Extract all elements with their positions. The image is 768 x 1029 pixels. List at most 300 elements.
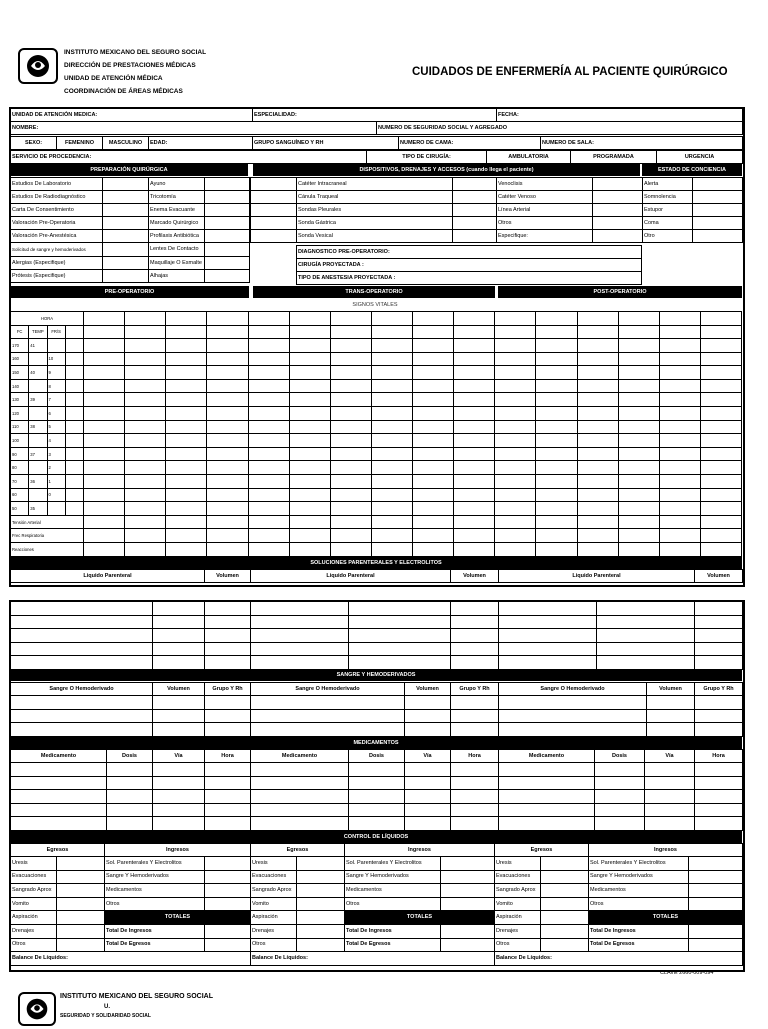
sangre-cell[interactable] (647, 696, 695, 710)
vitals-cell[interactable] (536, 352, 577, 366)
med-cell[interactable] (349, 763, 405, 777)
sangre-cell[interactable] (205, 696, 251, 710)
vitals-cell[interactable] (536, 488, 577, 502)
vitals-cell[interactable] (84, 488, 125, 502)
vitals-cell[interactable] (577, 447, 618, 461)
sangre-cell[interactable] (405, 709, 451, 723)
sangre-cell[interactable] (251, 709, 405, 723)
egreso-value[interactable] (541, 870, 589, 884)
vitals-cell[interactable] (84, 325, 125, 339)
hora-cell[interactable] (248, 312, 289, 326)
vitals-cell[interactable] (248, 406, 289, 420)
med-cell[interactable] (349, 817, 405, 831)
femenino-option[interactable]: FEMENINO (57, 137, 103, 150)
sangre-cell[interactable] (205, 723, 251, 737)
egreso-value[interactable] (297, 870, 345, 884)
edad-field[interactable]: EDAD: (149, 137, 253, 150)
ingreso-value[interactable] (205, 884, 251, 898)
vitals-cell[interactable] (84, 420, 125, 434)
vitals-cell[interactable] (577, 352, 618, 366)
vitals-cell[interactable] (125, 325, 166, 339)
vitals-cell[interactable] (536, 366, 577, 380)
vitals-cell[interactable] (700, 488, 741, 502)
vitals-cell[interactable] (248, 325, 289, 339)
ambulatoria-option[interactable]: AMBULATORIA (487, 151, 571, 164)
nss-field[interactable]: NUMERO DE SEGURIDAD SOCIAL Y AGREGADO (377, 122, 743, 135)
vitals-cell[interactable] (659, 393, 700, 407)
vitals-cell[interactable] (659, 447, 700, 461)
total-egresos-value[interactable] (689, 938, 743, 952)
vitals-cell[interactable] (700, 515, 741, 529)
hora-cell[interactable] (700, 312, 741, 326)
med-cell[interactable] (645, 817, 695, 831)
vitals-cell[interactable] (330, 515, 371, 529)
vitals-cell[interactable] (618, 325, 659, 339)
vitals-cell[interactable] (371, 393, 412, 407)
vitals-cell[interactable] (454, 474, 495, 488)
egreso-value[interactable] (541, 884, 589, 898)
soluciones-cell[interactable] (349, 629, 451, 643)
vitals-cell[interactable] (454, 366, 495, 380)
vitals-cell[interactable] (207, 406, 248, 420)
soluciones-cell[interactable] (597, 615, 695, 629)
vitals-cell[interactable] (84, 434, 125, 448)
vitals-cell[interactable] (577, 461, 618, 475)
med-cell[interactable] (251, 817, 349, 831)
med-cell[interactable] (595, 790, 645, 804)
prep-check[interactable] (205, 243, 250, 257)
med-cell[interactable] (107, 803, 153, 817)
vitals-cell[interactable] (371, 420, 412, 434)
conciencia-check[interactable] (693, 230, 743, 243)
soluciones-cell[interactable] (451, 629, 499, 643)
vitals-cell[interactable] (289, 406, 330, 420)
hora-cell[interactable] (166, 312, 207, 326)
vitals-cell[interactable] (495, 447, 536, 461)
sangre-cell[interactable] (153, 709, 205, 723)
vitals-cell[interactable] (659, 339, 700, 353)
vitals-cell[interactable] (289, 325, 330, 339)
total-egresos-value[interactable] (205, 938, 251, 952)
egreso-value[interactable] (57, 870, 105, 884)
vitals-cell[interactable] (659, 542, 700, 556)
vitals-cell[interactable] (125, 542, 166, 556)
med-cell[interactable] (499, 776, 595, 790)
prep-check[interactable] (205, 270, 250, 283)
vitals-cell[interactable] (577, 529, 618, 543)
vitals-cell[interactable] (207, 339, 248, 353)
vitals-cell[interactable] (577, 542, 618, 556)
ingreso-value[interactable] (689, 870, 743, 884)
med-cell[interactable] (695, 790, 743, 804)
med-cell[interactable] (349, 803, 405, 817)
vitals-cell[interactable] (371, 379, 412, 393)
egreso-value[interactable] (297, 924, 345, 938)
ingreso-value[interactable] (689, 884, 743, 898)
vitals-cell[interactable] (289, 488, 330, 502)
vitals-cell[interactable] (495, 434, 536, 448)
egreso-value[interactable] (57, 884, 105, 898)
vitals-cell[interactable] (248, 352, 289, 366)
vitals-cell[interactable] (700, 379, 741, 393)
med-cell[interactable] (645, 763, 695, 777)
prep-check[interactable] (103, 257, 149, 270)
med-cell[interactable] (205, 790, 251, 804)
vitals-cell[interactable] (248, 379, 289, 393)
vitals-cell[interactable] (330, 366, 371, 380)
vitals-cell[interactable] (166, 529, 207, 543)
ingreso-value[interactable] (205, 870, 251, 884)
vitals-cell[interactable] (536, 420, 577, 434)
soluciones-cell[interactable] (349, 602, 451, 616)
med-cell[interactable] (451, 817, 499, 831)
vitals-cell[interactable] (659, 474, 700, 488)
vitals-cell[interactable] (207, 325, 248, 339)
hora-cell[interactable] (536, 312, 577, 326)
vitals-cell[interactable] (125, 366, 166, 380)
vitals-cell[interactable] (577, 515, 618, 529)
soluciones-cell[interactable] (153, 602, 205, 616)
total-ingresos-value[interactable] (689, 924, 743, 938)
vitals-cell[interactable] (207, 434, 248, 448)
vitals-cell[interactable] (371, 474, 412, 488)
vitals-cell[interactable] (454, 502, 495, 516)
vitals-cell[interactable] (207, 502, 248, 516)
especialidad-field[interactable]: ESPECIALIDAD: (253, 109, 497, 122)
vitals-cell[interactable] (618, 488, 659, 502)
disp-check[interactable] (251, 178, 297, 191)
vitals-cell[interactable] (289, 502, 330, 516)
vitals-cell[interactable] (84, 529, 125, 543)
vitals-cell[interactable] (454, 393, 495, 407)
med-cell[interactable] (107, 790, 153, 804)
prep-check[interactable] (103, 191, 149, 204)
med-cell[interactable] (251, 776, 349, 790)
soluciones-cell[interactable] (499, 656, 597, 670)
vitals-cell[interactable] (495, 366, 536, 380)
sangre-cell[interactable] (451, 709, 499, 723)
vitals-cell[interactable] (618, 406, 659, 420)
vitals-cell[interactable] (84, 366, 125, 380)
vitals-cell[interactable] (289, 379, 330, 393)
vitals-cell[interactable] (207, 379, 248, 393)
soluciones-cell[interactable] (205, 629, 251, 643)
egreso-value[interactable] (57, 897, 105, 911)
soluciones-cell[interactable] (499, 642, 597, 656)
vitals-cell[interactable] (495, 379, 536, 393)
ingreso-value[interactable] (689, 897, 743, 911)
vitals-cell[interactable] (413, 339, 454, 353)
vitals-cell[interactable] (700, 502, 741, 516)
vitals-cell[interactable] (166, 420, 207, 434)
vitals-cell[interactable] (125, 339, 166, 353)
vitals-cell[interactable] (330, 352, 371, 366)
soluciones-cell[interactable] (205, 642, 251, 656)
disp-check[interactable] (251, 217, 297, 230)
med-cell[interactable] (349, 790, 405, 804)
soluciones-cell[interactable] (205, 615, 251, 629)
vitals-cell[interactable] (659, 325, 700, 339)
med-cell[interactable] (11, 790, 107, 804)
vitals-cell[interactable] (536, 406, 577, 420)
vitals-cell[interactable] (330, 339, 371, 353)
hora-cell[interactable] (125, 312, 166, 326)
prep-check[interactable] (103, 217, 149, 230)
prep-check[interactable] (205, 230, 250, 243)
vitals-cell[interactable] (166, 366, 207, 380)
vitals-cell[interactable] (166, 325, 207, 339)
med-cell[interactable] (205, 776, 251, 790)
vitals-cell[interactable] (413, 393, 454, 407)
vitals-cell[interactable] (700, 542, 741, 556)
total-ingresos-value[interactable] (441, 924, 495, 938)
ingreso-value[interactable] (441, 884, 495, 898)
vitals-cell[interactable] (413, 366, 454, 380)
vitals-cell[interactable] (330, 447, 371, 461)
vitals-cell[interactable] (248, 339, 289, 353)
sangre-cell[interactable] (11, 696, 153, 710)
vitals-cell[interactable] (495, 488, 536, 502)
disp-check[interactable] (593, 217, 643, 230)
vitals-cell[interactable] (618, 339, 659, 353)
soluciones-cell[interactable] (11, 642, 153, 656)
conciencia-check[interactable] (693, 178, 743, 191)
vitals-cell[interactable] (536, 434, 577, 448)
soluciones-cell[interactable] (499, 615, 597, 629)
hora-cell[interactable] (495, 312, 536, 326)
egreso-value[interactable] (57, 911, 105, 925)
servicio-field[interactable]: SERVICIO DE PROCEDENCIA: (11, 151, 367, 164)
med-cell[interactable] (107, 763, 153, 777)
vitals-cell[interactable] (289, 352, 330, 366)
soluciones-cell[interactable] (251, 615, 349, 629)
vitals-cell[interactable] (371, 529, 412, 543)
soluciones-cell[interactable] (349, 656, 451, 670)
vitals-cell[interactable] (248, 366, 289, 380)
sangre-cell[interactable] (153, 696, 205, 710)
disp-check[interactable] (593, 230, 643, 243)
nombre-field[interactable]: NOMBRE: (11, 122, 377, 135)
vitals-cell[interactable] (577, 393, 618, 407)
vitals-cell[interactable] (577, 502, 618, 516)
med-cell[interactable] (451, 790, 499, 804)
vitals-cell[interactable] (330, 325, 371, 339)
vitals-cell[interactable] (371, 406, 412, 420)
vitals-cell[interactable] (659, 406, 700, 420)
disp-check[interactable] (593, 204, 643, 217)
soluciones-cell[interactable] (695, 615, 743, 629)
vitals-cell[interactable] (207, 420, 248, 434)
vitals-cell[interactable] (454, 434, 495, 448)
med-cell[interactable] (499, 803, 595, 817)
vitals-cell[interactable] (659, 502, 700, 516)
vitals-cell[interactable] (577, 339, 618, 353)
vitals-cell[interactable] (577, 420, 618, 434)
prep-check[interactable] (103, 270, 149, 283)
med-cell[interactable] (153, 790, 205, 804)
vitals-cell[interactable] (248, 529, 289, 543)
vitals-cell[interactable] (700, 461, 741, 475)
vitals-cell[interactable] (166, 447, 207, 461)
grupo-field[interactable]: GRUPO SANGUÍNEO Y RH (253, 137, 399, 150)
soluciones-cell[interactable] (153, 656, 205, 670)
vitals-cell[interactable] (125, 515, 166, 529)
vitals-cell[interactable] (371, 488, 412, 502)
soluciones-cell[interactable] (451, 642, 499, 656)
vitals-cell[interactable] (289, 474, 330, 488)
egreso-value[interactable] (297, 938, 345, 952)
vitals-cell[interactable] (289, 542, 330, 556)
cirugia-field[interactable]: CIRUGÍA PROYECTADA : (297, 259, 642, 272)
disp-check[interactable] (453, 217, 497, 230)
unidad-field[interactable]: UNIDAD DE ATENCIÓN MEDICA: (11, 109, 253, 122)
med-cell[interactable] (695, 776, 743, 790)
vitals-cell[interactable] (84, 352, 125, 366)
vitals-cell[interactable] (125, 529, 166, 543)
med-cell[interactable] (451, 763, 499, 777)
vitals-cell[interactable] (700, 447, 741, 461)
vitals-cell[interactable] (125, 406, 166, 420)
vitals-cell[interactable] (125, 379, 166, 393)
vitals-cell[interactable] (577, 366, 618, 380)
vitals-cell[interactable] (454, 352, 495, 366)
med-cell[interactable] (153, 803, 205, 817)
disp-check[interactable] (593, 178, 643, 191)
conciencia-check[interactable] (693, 204, 743, 217)
vitals-cell[interactable] (700, 434, 741, 448)
vitals-cell[interactable] (207, 393, 248, 407)
vitals-cell[interactable] (454, 515, 495, 529)
med-cell[interactable] (451, 776, 499, 790)
med-cell[interactable] (405, 776, 451, 790)
soluciones-cell[interactable] (205, 656, 251, 670)
soluciones-cell[interactable] (153, 629, 205, 643)
ingreso-value[interactable] (205, 857, 251, 871)
vitals-cell[interactable] (207, 461, 248, 475)
vitals-cell[interactable] (166, 488, 207, 502)
vitals-cell[interactable] (659, 529, 700, 543)
vitals-cell[interactable] (454, 325, 495, 339)
vitals-cell[interactable] (166, 502, 207, 516)
sangre-cell[interactable] (647, 709, 695, 723)
vitals-cell[interactable] (577, 488, 618, 502)
vitals-cell[interactable] (84, 502, 125, 516)
sangre-cell[interactable] (11, 709, 153, 723)
soluciones-cell[interactable] (11, 656, 153, 670)
vitals-cell[interactable] (330, 488, 371, 502)
vitals-cell[interactable] (207, 488, 248, 502)
vitals-cell[interactable] (413, 434, 454, 448)
med-cell[interactable] (451, 803, 499, 817)
soluciones-cell[interactable] (11, 602, 153, 616)
vitals-cell[interactable] (495, 461, 536, 475)
vitals-cell[interactable] (536, 339, 577, 353)
vitals-cell[interactable] (371, 515, 412, 529)
vitals-cell[interactable] (248, 515, 289, 529)
vitals-cell[interactable] (413, 488, 454, 502)
soluciones-cell[interactable] (153, 615, 205, 629)
med-cell[interactable] (405, 803, 451, 817)
vitals-cell[interactable] (84, 406, 125, 420)
vitals-cell[interactable] (166, 379, 207, 393)
vitals-cell[interactable] (84, 379, 125, 393)
vitals-cell[interactable] (413, 474, 454, 488)
vitals-cell[interactable] (700, 366, 741, 380)
med-cell[interactable] (251, 803, 349, 817)
hora-cell[interactable] (413, 312, 454, 326)
vitals-cell[interactable] (536, 529, 577, 543)
vitals-cell[interactable] (330, 379, 371, 393)
vitals-cell[interactable] (659, 461, 700, 475)
vitals-cell[interactable] (618, 434, 659, 448)
soluciones-cell[interactable] (251, 642, 349, 656)
med-cell[interactable] (645, 790, 695, 804)
vitals-cell[interactable] (413, 461, 454, 475)
vitals-cell[interactable] (454, 420, 495, 434)
vitals-cell[interactable] (248, 461, 289, 475)
vitals-cell[interactable] (495, 515, 536, 529)
vitals-cell[interactable] (618, 420, 659, 434)
med-cell[interactable] (11, 803, 107, 817)
vitals-cell[interactable] (454, 339, 495, 353)
vitals-cell[interactable] (330, 420, 371, 434)
soluciones-cell[interactable] (499, 629, 597, 643)
vitals-cell[interactable] (413, 515, 454, 529)
vitals-cell[interactable] (207, 474, 248, 488)
vitals-cell[interactable] (289, 447, 330, 461)
vitals-cell[interactable] (495, 474, 536, 488)
vitals-cell[interactable] (536, 515, 577, 529)
vitals-cell[interactable] (248, 502, 289, 516)
vitals-cell[interactable] (659, 379, 700, 393)
vitals-cell[interactable] (700, 406, 741, 420)
vitals-cell[interactable] (371, 339, 412, 353)
ingreso-value[interactable] (441, 897, 495, 911)
vitals-cell[interactable] (330, 542, 371, 556)
vitals-cell[interactable] (577, 325, 618, 339)
disp-check[interactable] (453, 178, 497, 191)
med-cell[interactable] (153, 763, 205, 777)
vitals-cell[interactable] (577, 474, 618, 488)
vitals-cell[interactable] (659, 488, 700, 502)
vitals-cell[interactable] (536, 325, 577, 339)
med-cell[interactable] (595, 763, 645, 777)
vitals-cell[interactable] (166, 542, 207, 556)
soluciones-cell[interactable] (499, 602, 597, 616)
med-cell[interactable] (251, 763, 349, 777)
prep-check[interactable] (103, 230, 149, 243)
hora-cell[interactable] (659, 312, 700, 326)
vitals-cell[interactable] (248, 447, 289, 461)
hora-cell[interactable] (371, 312, 412, 326)
vitals-cell[interactable] (700, 339, 741, 353)
vitals-cell[interactable] (248, 420, 289, 434)
sangre-cell[interactable] (153, 723, 205, 737)
med-cell[interactable] (695, 817, 743, 831)
soluciones-cell[interactable] (597, 629, 695, 643)
disp-check[interactable] (453, 191, 497, 204)
vitals-cell[interactable] (536, 542, 577, 556)
soluciones-cell[interactable] (695, 602, 743, 616)
vitals-cell[interactable] (371, 325, 412, 339)
vitals-cell[interactable] (413, 447, 454, 461)
soluciones-cell[interactable] (251, 656, 349, 670)
vitals-cell[interactable] (289, 393, 330, 407)
vitals-cell[interactable] (84, 542, 125, 556)
vitals-cell[interactable] (248, 434, 289, 448)
vitals-cell[interactable] (413, 352, 454, 366)
sangre-cell[interactable] (451, 696, 499, 710)
